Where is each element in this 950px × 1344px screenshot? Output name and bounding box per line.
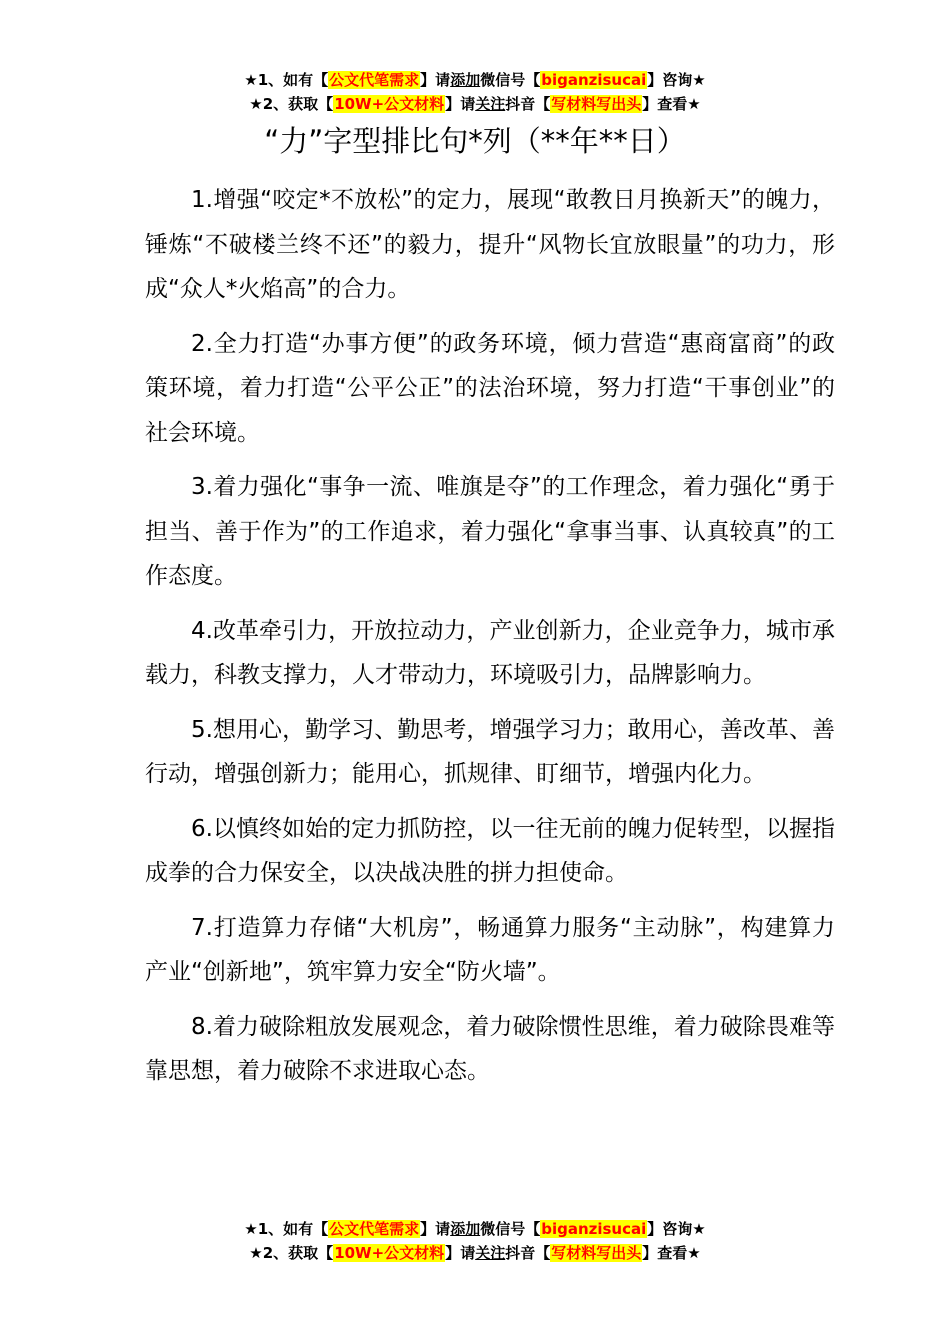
highlight-wechat-id: biganzisucai <box>541 1220 647 1238</box>
paragraph-2: 2.全力打造“办事方便”的政务环境，倾力营造“惠商富商”的政策环境，着力打造“公平公正”的法治环境，努力打造“干事创业”的社会环境。 <box>145 330 835 446</box>
paragraph-3: 3.着力强化“事争一流、唯旗是夺”的工作理念，着力强化“勇于担当、善于作为”的工作追求，着力强化“拿事当事、认真较真”的工作态度。 <box>145 474 835 589</box>
paragraph-8: 8.着力破除粗放发展观念，着力破除惯性思维，着力破除畏难等靠思想，着力破除不求进取心态。 <box>145 1013 835 1084</box>
paragraph-1: 1.增强“咬定*不放松”的定力，展现“敢教日月换新天”的魄力，锤炼“不破楼兰终不还”的毅力，提升“风物长宜放眼量”的功力，形成“众人*火焰高”的合力。 <box>145 187 835 302</box>
banner-line-2: ★2、获取【10W+公文材料】请关注抖音【写材料写出头】查看★ <box>249 1244 701 1262</box>
paragraph-5: 5.想用心，勤学习、勤思考，增强学习力；敢用心，善改革、善行动，增强创新力；能用心，抓规律、盯细节，增强内化力。 <box>145 716 835 787</box>
paragraph-7: 7.打造算力存储“大机房”，畅通算力服务“主动脉”，构建算力产业“创新地”，筑牢算力安全“防火墙”。 <box>145 914 835 985</box>
header-banner <box>0 68 950 116</box>
banner-line-1: ★1、如有【公文代笔需求】请添加微信号【biganzisucai】咨询★ <box>244 1220 706 1238</box>
paragraph-6: 6.以慎终如始的定力抓防控，以一往无前的魄力促转型，以握指成拳的合力保安全，以决战决胜的拼力担使命。 <box>145 815 835 886</box>
highlight-douyin-id: 写材料写出头 <box>551 95 642 113</box>
highlight-service: 公文代笔需求 <box>329 1220 420 1238</box>
highlight-service: 公文代笔需求 <box>329 71 420 89</box>
paragraph-4: 4.改革牵引力，开放拉动力，产业创新力，企业竞争力，城市承载力，科教支撑力，人才带动力，环境吸引力，品牌影响力。 <box>145 617 835 688</box>
highlight-wechat-id: biganzisucai <box>541 71 647 89</box>
banner-line-2: ★2、获取【10W+公文材料】请关注抖音【写材料写出头】查看★ <box>249 95 701 113</box>
highlight-materials: 10W+公文材料 <box>334 95 445 113</box>
document-body <box>145 178 835 1104</box>
footer-banner <box>0 1217 950 1265</box>
highlight-douyin-id: 写材料写出头 <box>551 1244 642 1262</box>
banner-line-1: ★1、如有【公文代笔需求】请添加微信号【biganzisucai】咨询★ <box>244 71 706 89</box>
highlight-materials: 10W+公文材料 <box>334 1244 445 1262</box>
document-title: “力”字型排比句*列（**年**日） <box>264 124 686 158</box>
